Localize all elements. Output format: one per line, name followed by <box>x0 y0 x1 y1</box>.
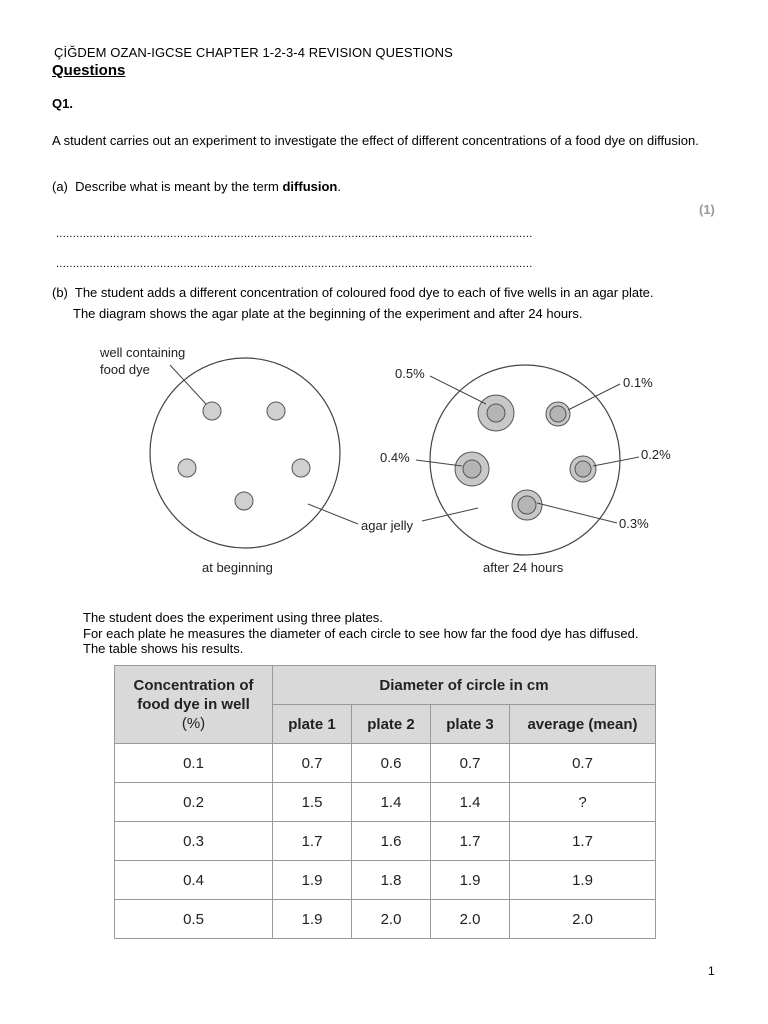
table-cell: 1.4 <box>352 783 431 822</box>
part-b-text-2: The diagram shows the agar plate at the beginning of the experiment and after 24 hours. <box>73 306 583 321</box>
table-cell: 2.0 <box>431 900 510 939</box>
answer-line[interactable]: .............................................................................................................................................. <box>56 258 533 270</box>
diameter-header: Diameter of circle in cm <box>273 666 656 705</box>
table-cell: 1.9 <box>510 861 656 900</box>
part-a-label: (a) <box>52 179 68 194</box>
table-cell: 1.9 <box>273 861 352 900</box>
concentration-header <box>115 666 273 744</box>
part-b-label: (b) <box>52 285 68 300</box>
table-cell: 1.7 <box>273 822 352 861</box>
table-cell: 1.9 <box>431 861 510 900</box>
concentration-label: 0.2% <box>641 447 671 462</box>
description-line: The student does the experiment using three plates. <box>83 610 383 625</box>
part-a-text: Describe what is meant by the term <box>75 179 283 194</box>
table-row <box>115 861 656 900</box>
well-label: well containing <box>100 345 186 360</box>
well <box>518 496 536 514</box>
well <box>292 459 310 477</box>
table-cell: 1.8 <box>352 861 431 900</box>
concentration-label: 0.5% <box>395 366 425 381</box>
table-cell: ? <box>510 783 656 822</box>
concentration-header-unit: (%) <box>181 715 206 732</box>
table-cell: 0.2 <box>115 783 273 822</box>
concentration-header-line: Concentration of <box>133 677 254 694</box>
concentration-label: 0.3% <box>619 516 649 531</box>
concentration-label: 0.4% <box>380 450 410 465</box>
concentration-header-line: food dye in well <box>137 696 250 713</box>
question-number: Q1. <box>52 96 73 111</box>
well <box>463 460 481 478</box>
plate-1-header: plate 1 <box>273 705 352 744</box>
table-row <box>115 744 656 783</box>
answer-line[interactable]: .............................................................................................................................................. <box>56 228 533 240</box>
section-title: Questions <box>52 62 126 79</box>
plate-2-header: plate 2 <box>352 705 431 744</box>
table-cell: 2.0 <box>510 900 656 939</box>
part-b-prompt <box>52 285 654 300</box>
table-row <box>115 900 656 939</box>
document-header: ÇİĞDEM OZAN-IGCSE CHAPTER 1-2-3-4 REVISION QUESTIONS <box>54 45 453 60</box>
table-cell: 0.4 <box>115 861 273 900</box>
table-cell: 0.5 <box>115 900 273 939</box>
table-cell: 1.5 <box>273 783 352 822</box>
agar-label: agar jelly <box>361 518 414 533</box>
well <box>178 459 196 477</box>
description-line: For each plate he measures the diameter of each circle to see how far the food dye has diffused. <box>83 625 639 641</box>
table-cell: 2.0 <box>352 900 431 939</box>
agar-plate-diagram <box>90 338 690 583</box>
table-cell: 0.7 <box>431 744 510 783</box>
page-number: 1 <box>708 964 715 978</box>
table-cell: 0.7 <box>273 744 352 783</box>
table-cell: 0.1 <box>115 744 273 783</box>
table-cell: 1.6 <box>352 822 431 861</box>
well <box>550 406 566 422</box>
caption-after: after 24 hours <box>483 560 564 575</box>
table-cell: 0.3 <box>115 822 273 861</box>
well <box>267 402 285 420</box>
table-cell: 1.4 <box>431 783 510 822</box>
well-label: food dye <box>100 362 150 377</box>
plate-3-header: plate 3 <box>431 705 510 744</box>
part-a-period: . <box>337 179 341 194</box>
table-row <box>115 822 656 861</box>
table-row <box>115 783 656 822</box>
table-cell: 0.7 <box>510 744 656 783</box>
part-a-prompt <box>52 179 341 194</box>
agar-plate-beginning <box>150 358 340 548</box>
results-table <box>114 665 656 939</box>
results-description <box>83 610 638 657</box>
table-cell: 0.6 <box>352 744 431 783</box>
well <box>487 404 505 422</box>
description-line: The table shows his results. <box>83 641 244 656</box>
question-intro: A student carries out an experiment to investigate the effect of different concentrations of a food dye on diffusion. <box>52 133 699 148</box>
well <box>203 402 221 420</box>
part-b-text: The student adds a different concentration of coloured food dye to each of five wells in an agar plate. <box>74 285 654 300</box>
table-cell: 1.7 <box>510 822 656 861</box>
caption-beginning: at beginning <box>202 560 273 575</box>
marks-label: (1) <box>699 202 715 217</box>
average-header: average (mean) <box>510 705 656 744</box>
concentration-label: 0.1% <box>623 375 653 390</box>
table-cell: 1.9 <box>273 900 352 939</box>
table-cell: 1.7 <box>431 822 510 861</box>
well <box>235 492 253 510</box>
well <box>575 461 591 477</box>
part-a-term: diffusion <box>282 179 338 194</box>
